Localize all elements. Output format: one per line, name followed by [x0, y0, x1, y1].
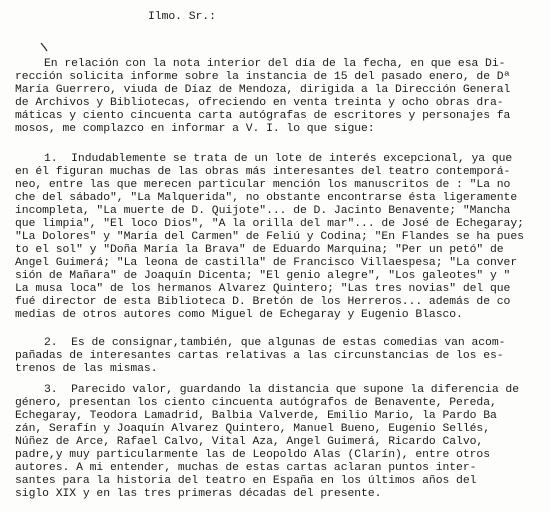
text-line: Angel Guimerá; "La leona de castilla" de Francisco Villaespesa; "La conver	[15, 257, 518, 269]
text-line: Núñez de Arce, Rafael Calvo, Vital Aza, Angel Guimerá, Ricardo Calvo,	[15, 436, 484, 448]
text-line: mosos, me complazco en informar a V. I. lo que sigue:	[15, 123, 375, 135]
pen-mark	[40, 42, 48, 52]
text-line: "La Dolores" y "María del Carmen" de Feliú y Codina; "En Flandes se ha pues	[15, 231, 524, 243]
text-line: santes para la historia del teatro en España en los últimos años del	[15, 475, 477, 487]
text-line: che del sábado", "La Malquerida", no obstante encontrarse ésta ligeramente	[15, 192, 518, 204]
text-line: to el sol" y "Doña María la Brava" de Eduardo Marquina; "Per un petó" de	[15, 244, 504, 256]
text-line: pañadas de interesantes cartas relativas a las circunstancias de los es-	[15, 350, 504, 362]
text-line: sión de Mañara" de Joaquín Dicenta; "El genio alegre", "Los galeotes" y "	[15, 270, 511, 282]
text-line: 2. Es de consignar,también, que algunas de estas comedias van acom-	[44, 337, 506, 349]
text-line: fué director de esta Biblioteca D. Bretón de los Herreros... además de co	[15, 296, 511, 308]
text-line: 3. Parecido valor, guardando la distancia que supone la diferencia de	[44, 384, 519, 396]
text-line: de Archivos y Bibliotecas, ofreciendo en venta treinta y ocho obras dra-	[15, 97, 504, 109]
text-line: máticas y ciento cincuenta carta autógrafas de escritores y personajes fa	[15, 110, 511, 122]
text-line: siglo XIX y en las tres primeras décadas del presente.	[15, 488, 382, 500]
text-line: autores. A mi entender, muchas de estas cartas aclaran puntos inter-	[15, 462, 477, 474]
salutation: Ilmo. Sr.:	[148, 11, 216, 23]
text-line: En relación con la nota interior del día de la fecha, en que esa Di-	[44, 58, 506, 70]
text-line: 1. Indudablemente se trata de un lote de interés excepcional, ya que	[44, 153, 513, 165]
text-line: rección solicita informe sobre la instancia de 15 del pasado enero, de Dª	[15, 71, 511, 83]
text-line: neo, entre las que merecen particular mención los manuscritos de : "La no	[15, 179, 511, 191]
text-line: zán, Serafín y Joaquín Alvarez Quintero, Manuel Bueno, Eugenio Sellés,	[15, 423, 490, 435]
text-line: medias de otros autores como Miguel de Echegaray y Eugenio Blasco.	[15, 309, 463, 321]
text-line: que limpia", "El loco Dios", "A la orilla del mar"... de José de Echegaray;	[15, 218, 524, 230]
text-line: en él figuran muchas de las obras más interesantes del teatro contemporá-	[15, 166, 511, 178]
text-line: Echegaray, Teodora Lamadrid, Balbia Valverde, Emilio Mario, la Pardo Ba	[15, 410, 497, 422]
text-line: incompleta, "La muerte de D. Quijote"... de D. Jacinto Benavente; "Mancha	[15, 205, 511, 217]
text-line: María Guerrero, viuda de Díaz de Mendoza, dirigida a la Dirección General	[15, 84, 511, 96]
text-line: padre,y muy particularmente las de Leopoldo Alas (Clarín), entre otros	[15, 449, 490, 461]
text-line: La musa loca" de los hermanos Alvarez Quintero; "Las tres novias" del que	[15, 283, 511, 295]
text-line: trenos de las mismas.	[15, 363, 158, 375]
text-line: género, presentan los ciento cincuenta autógrafos de Benavente, Pereda,	[15, 397, 497, 409]
